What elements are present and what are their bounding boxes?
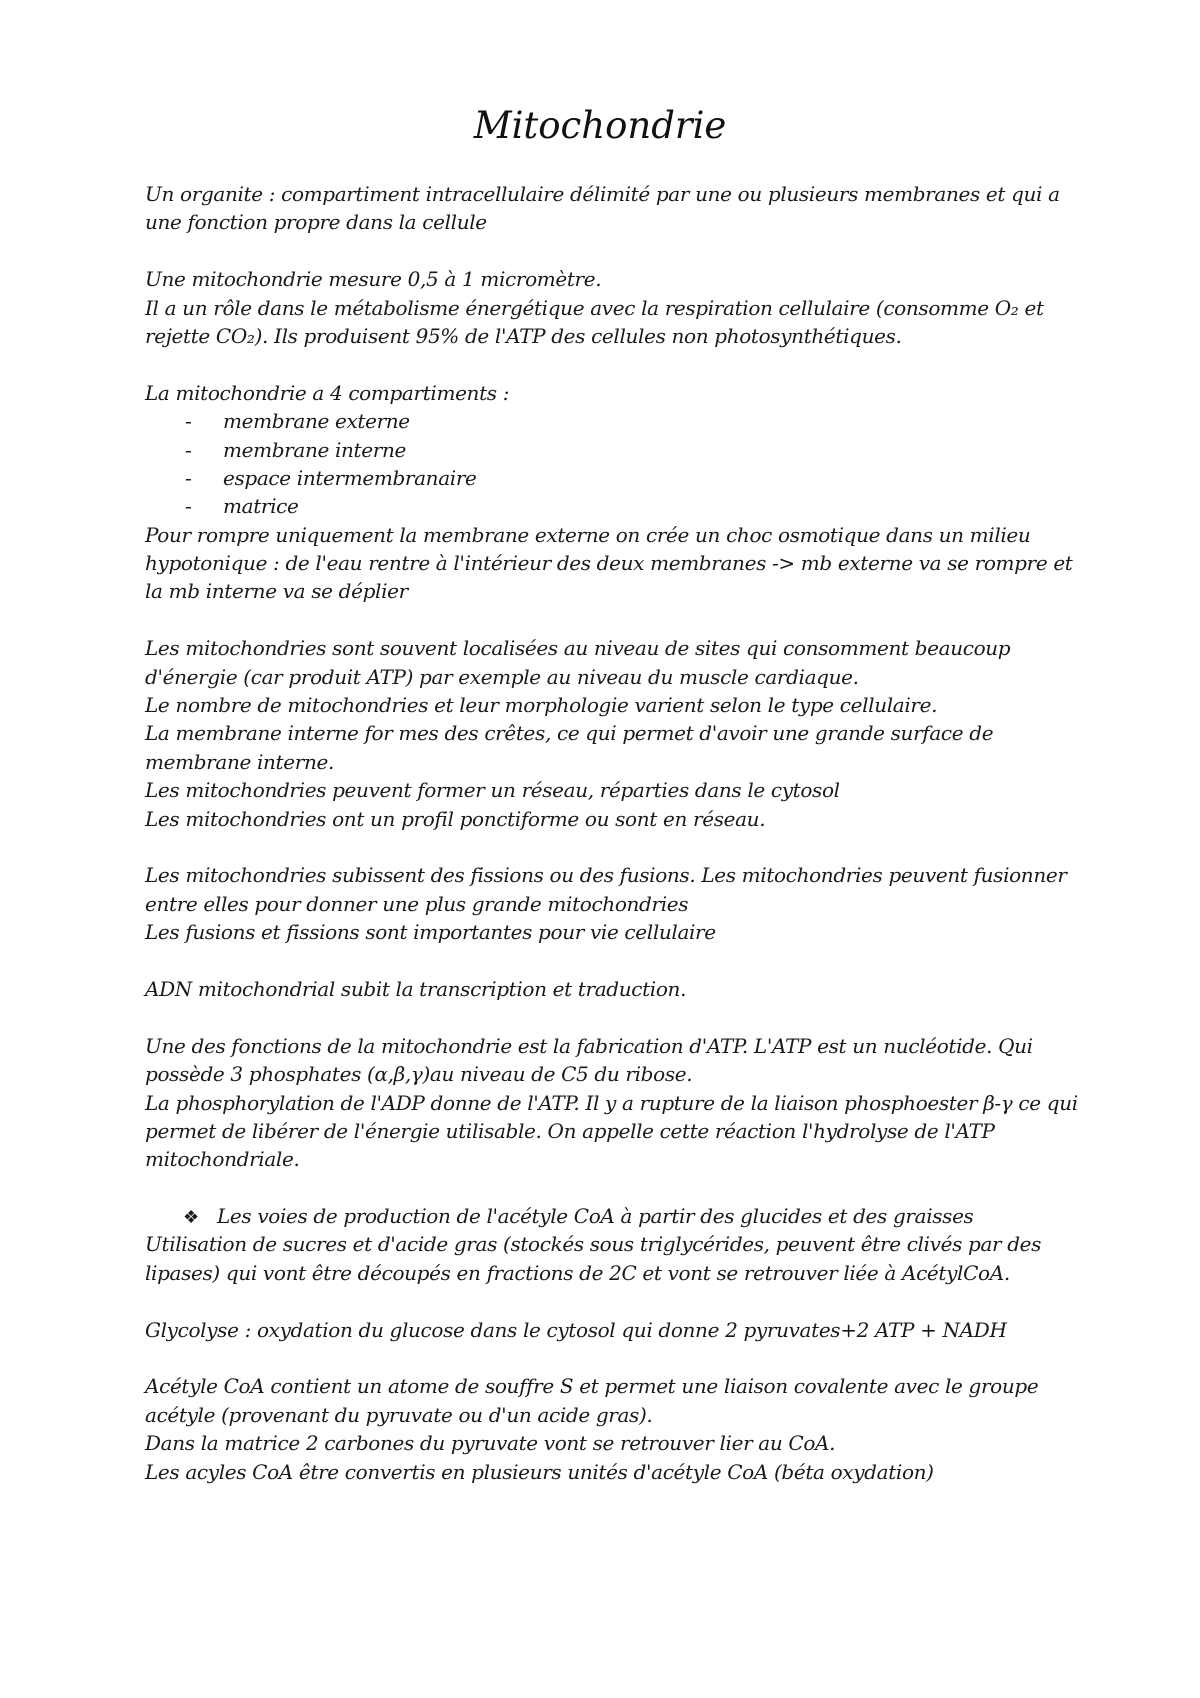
paragraph-adn bbox=[145, 975, 1095, 1003]
text-line: Une mitochondrie mesure 0,5 à 1 micromètre. bbox=[145, 267, 602, 292]
text-line: Les mitochondries ont un profil ponctiforme ou sont en réseau. bbox=[145, 806, 766, 831]
text-line: Dans la matrice 2 carbones du pyruvate vont se retrouver lier au CoA. bbox=[145, 1431, 836, 1456]
text-line: la mb interne va se déplier bbox=[145, 579, 408, 604]
four-diamond-bullet-icon: ❖ bbox=[183, 1207, 199, 1229]
text-line: Les acyles CoA être convertis en plusieurs unités d'acétyle CoA (béta oxydation) bbox=[145, 1459, 934, 1484]
text-line: une fonction propre dans la cellule bbox=[145, 210, 487, 235]
paragraph-localisation bbox=[145, 634, 1095, 833]
list-item: - espace intermembranaire bbox=[145, 464, 1095, 492]
text-line: rejette CO₂). Ils produisent 95% de l'ATP des cellules non photosynthétiques. bbox=[145, 323, 902, 348]
document-body bbox=[145, 180, 1095, 1486]
paragraph-atp bbox=[145, 1032, 1095, 1174]
paragraph-organite bbox=[145, 180, 1095, 237]
paragraph-acetyle-coa-detail bbox=[145, 1372, 1095, 1486]
section-heading: ❖ Les voies de production de l'acétyle CoA à partir des glucides et des graisses bbox=[145, 1202, 1095, 1230]
text-line: Utilisation de sucres et d'acide gras (stockés sous triglycérides, peuvent être clivés par des bbox=[145, 1232, 1042, 1257]
list-item: - membrane externe bbox=[145, 407, 1095, 435]
text-line: lipases) qui vont être découpés en fractions de 2C et vont se retrouver liée à AcétylCoA. bbox=[145, 1260, 1010, 1285]
text-line: acétyle (provenant du pyruvate ou d'un acide gras). bbox=[145, 1402, 653, 1427]
section-acetyle-coa bbox=[145, 1202, 1095, 1287]
text-line: Les mitochondries peuvent former un réseau, réparties dans le cytosol bbox=[145, 778, 840, 803]
text-line: La phosphorylation de l'ADP donne de l'ATP. Il y a rupture de la liaison phosphoester β-γ ce qui bbox=[145, 1090, 1078, 1115]
page-title: Mitochondrie bbox=[473, 104, 727, 147]
paragraph-compartments bbox=[145, 379, 1095, 606]
compartment-list bbox=[145, 407, 1095, 521]
paragraph-fusions bbox=[145, 861, 1095, 946]
text-line: Pour rompre uniquement la membrane externe on crée un choc osmotique dans un milieu bbox=[145, 522, 1031, 547]
text-line: Glycolyse : oxydation du glucose dans le cytosol qui donne 2 pyruvates+2 ATP + NADH bbox=[145, 1317, 1007, 1342]
dash-bullet-icon: - bbox=[185, 409, 192, 434]
text-line: entre elles pour donner une plus grande mitochondries bbox=[145, 891, 689, 916]
text-line: Il a un rôle dans le métabolisme énergétique avec la respiration cellulaire (consomme O₂ et bbox=[145, 295, 1044, 320]
text-line: Acétyle CoA contient un atome de souffre S et permet une liaison covalente avec le groupe bbox=[145, 1374, 1039, 1399]
text-line: La membrane interne for mes des crêtes, ce qui permet d'avoir une grande surface de bbox=[145, 721, 994, 746]
text-line: Les mitochondries subissent des fissions ou des fusions. Les mitochondries peuvent fusionner bbox=[145, 863, 1067, 888]
list-item: - membrane interne bbox=[145, 436, 1095, 464]
text-line: d'énergie (car produit ATP) par exemple au niveau du muscle cardiaque. bbox=[145, 664, 859, 689]
text-line: Un organite : compartiment intracellulaire délimité par une ou plusieurs membranes et qui a bbox=[145, 182, 1060, 206]
dash-bullet-icon: - bbox=[185, 465, 192, 490]
list-item: - matrice bbox=[145, 492, 1095, 520]
paragraph-glycolyse bbox=[145, 1316, 1095, 1344]
text-line: possède 3 phosphates (α,β,γ)au niveau de C5 du ribose. bbox=[145, 1062, 693, 1087]
text-line: Les fusions et fissions sont importantes pour vie cellulaire bbox=[145, 920, 716, 945]
text-line: mitochondriale. bbox=[145, 1147, 300, 1172]
text-line: Les mitochondries sont souvent localisées au niveau de sites qui consomment beaucoup bbox=[145, 636, 1011, 661]
paragraph-mitochondrie-size bbox=[145, 265, 1095, 350]
dash-bullet-icon: - bbox=[185, 494, 192, 519]
text-line: ADN mitochondrial subit la transcription et traduction. bbox=[145, 976, 687, 1001]
dash-bullet-icon: - bbox=[185, 437, 192, 462]
text-line: La mitochondrie a 4 compartiments : bbox=[145, 380, 510, 405]
text-line: Une des fonctions de la mitochondrie est la fabrication d'ATP. L'ATP est un nucléotide. Qui bbox=[145, 1033, 1033, 1058]
text-line: membrane interne. bbox=[145, 749, 334, 774]
text-line: hypotonique : de l'eau rentre à l'intérieur des deux membranes -> mb externe va se rompre et bbox=[145, 551, 1073, 576]
text-line: Le nombre de mitochondries et leur morphologie varient selon le type cellulaire. bbox=[145, 693, 938, 718]
text-line: permet de libérer de l'énergie utilisable. On appelle cette réaction l'hydrolyse de l'ATP bbox=[145, 1118, 995, 1143]
